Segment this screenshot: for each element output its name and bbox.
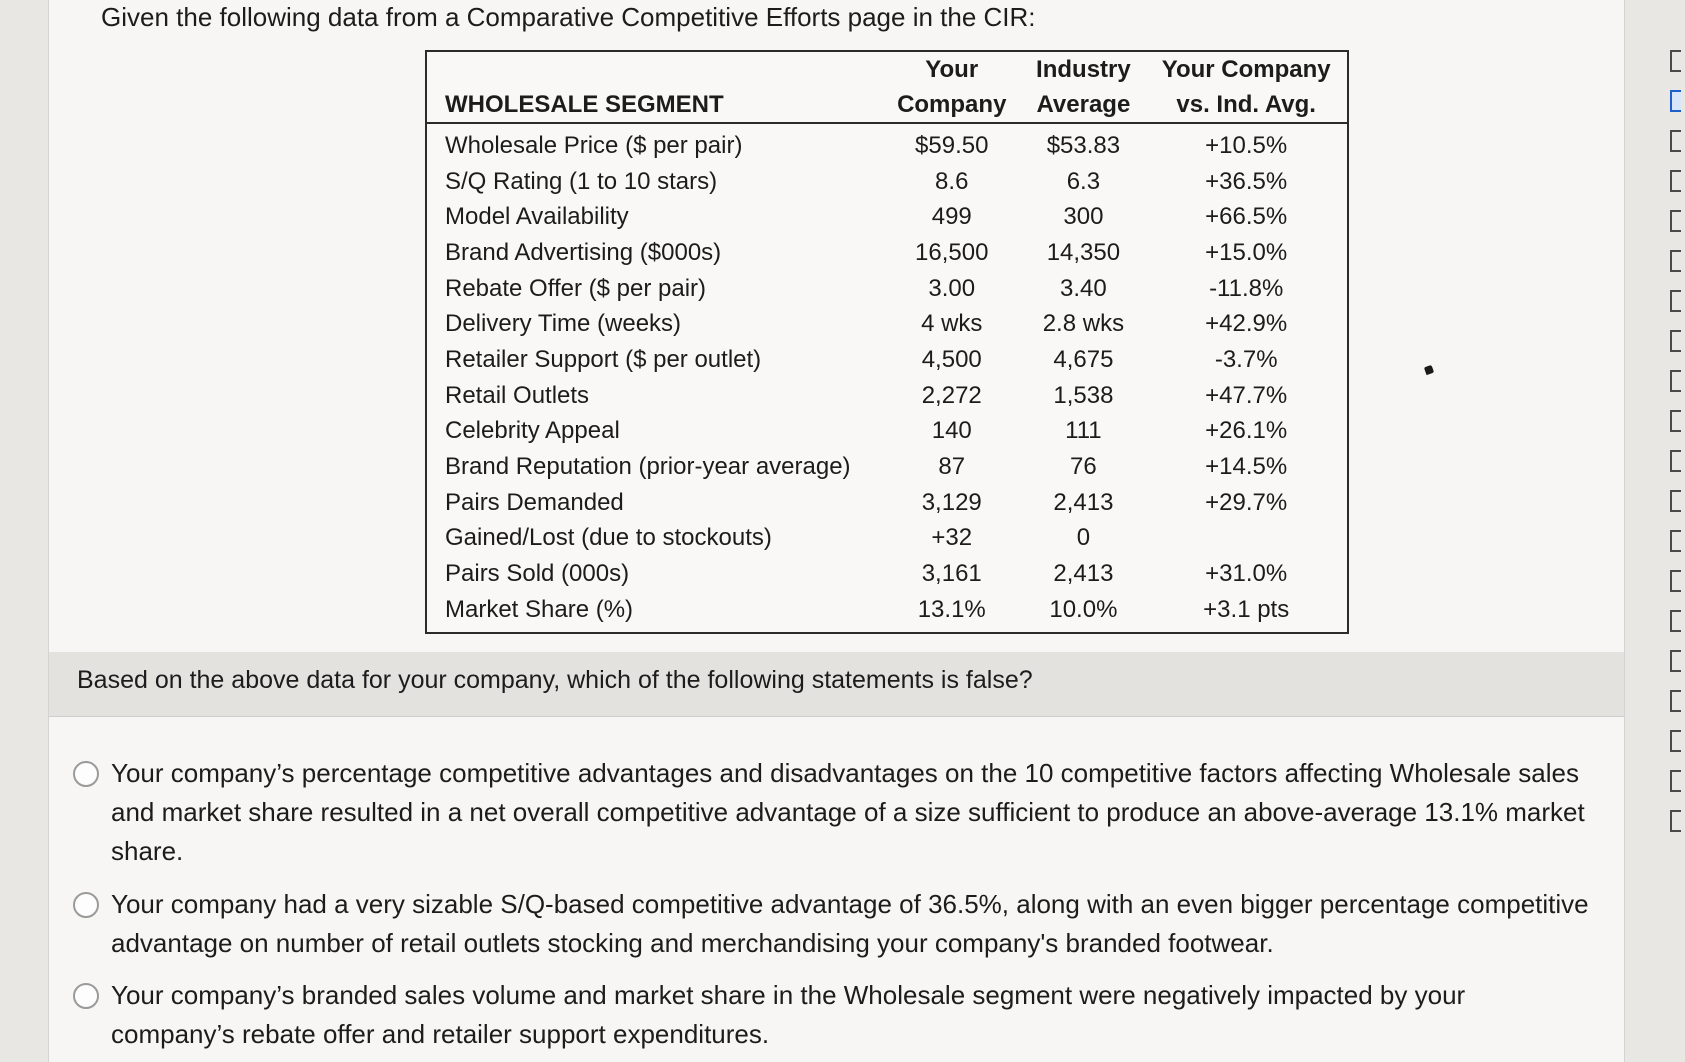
factor-cell: Rebate Offer ($ per pair) <box>445 274 707 302</box>
factor-cell: Brand Reputation (prior-year average) <box>445 453 851 481</box>
vs-average-cell: -11.8% <box>1209 274 1284 302</box>
side-nav-tick[interactable] <box>1670 530 1681 552</box>
answer-option-text: Your company’s branded sales volume and market share in the Wholesale segment were negatively impacted by your company’s rebate offer and retailer support expenditures. <box>111 980 1466 1049</box>
your-company-cell: 8.6 <box>935 167 969 195</box>
your-company-cell: 3,161 <box>921 560 982 588</box>
side-nav-tick[interactable] <box>1670 730 1681 752</box>
vs-average-cell <box>1145 521 1348 557</box>
vs-average-cell: +47.7% <box>1205 381 1288 409</box>
table-row <box>426 123 1348 164</box>
factor-cell: Pairs Sold (000s) <box>445 560 630 588</box>
your-company-cell: +32 <box>931 524 973 552</box>
table-row <box>426 164 1348 200</box>
header-industry-average: Industry Average <box>1021 51 1145 123</box>
factor-cell: Wholesale Price ($ per pair) <box>445 131 743 159</box>
side-nav-tick[interactable] <box>1670 770 1681 792</box>
table-row <box>426 592 1348 633</box>
vs-average-cell: +15.0% <box>1205 238 1288 266</box>
your-company-cell: 2,272 <box>921 381 982 409</box>
table-row <box>426 449 1348 485</box>
table-header-row <box>426 51 1348 123</box>
table-row <box>426 306 1348 342</box>
table-row <box>426 342 1348 378</box>
side-nav-tick[interactable] <box>1670 690 1681 712</box>
vs-average-cell: +36.5% <box>1205 167 1288 195</box>
side-nav-tick-active[interactable] <box>1670 90 1681 112</box>
industry-average-cell: 111 <box>1065 417 1102 445</box>
factor-cell: Model Availability <box>445 203 629 231</box>
vs-average-cell: -3.7% <box>1214 345 1278 373</box>
industry-average-cell: 0 <box>1076 524 1091 552</box>
side-nav-tick[interactable] <box>1670 490 1681 512</box>
answer-option-2[interactable] <box>73 888 1593 963</box>
your-company-cell: 3.00 <box>928 274 976 302</box>
side-nav-tick[interactable] <box>1670 450 1681 472</box>
industry-average-cell: 3.40 <box>1060 274 1107 302</box>
table-row <box>426 556 1348 592</box>
vs-average-cell: +14.5% <box>1205 453 1288 481</box>
answer-option-1[interactable] <box>73 757 1593 871</box>
side-nav-tick[interactable] <box>1670 610 1681 632</box>
question-page <box>48 0 1625 1062</box>
table-row <box>426 378 1348 414</box>
vs-average-cell: +66.5% <box>1205 203 1288 231</box>
industry-average-cell: 2,413 <box>1053 488 1114 516</box>
industry-average-cell: 2.8 wks <box>1042 310 1125 338</box>
table-row <box>426 271 1348 307</box>
your-company-cell: $59.50 <box>915 131 989 159</box>
side-nav-tick[interactable] <box>1670 370 1681 392</box>
vs-average-cell: +10.5% <box>1205 131 1288 159</box>
factor-cell: Gained/Lost (due to stockouts) <box>445 524 772 552</box>
answer-option-text: Your company’s percentage competitive advantages and disadvantages on the 10 competitive factors affecting Wholesale sales and market share resulted in a net overall competitive advantage of a size sufficient to produce an above-average 13.1% market share. <box>111 758 1585 866</box>
side-nav-tick[interactable] <box>1670 330 1681 352</box>
factor-cell: Market Share (%) <box>445 595 634 623</box>
side-nav-tick[interactable] <box>1670 50 1681 72</box>
table-row <box>426 235 1348 271</box>
your-company-cell: 4,500 <box>921 345 982 373</box>
side-nav-tick[interactable] <box>1670 570 1681 592</box>
industry-average-cell: 10.0% <box>1049 595 1118 623</box>
question-text: Based on the above data for your company, which of the following statements is false? <box>77 666 1033 694</box>
cir-comparison-table <box>425 50 1349 634</box>
factor-cell: Delivery Time (weeks) <box>445 310 682 338</box>
industry-average-cell: 2,413 <box>1053 560 1114 588</box>
your-company-cell: 3,129 <box>921 488 982 516</box>
factor-cell: Celebrity Appeal <box>445 417 620 445</box>
side-nav-tick[interactable] <box>1670 210 1681 232</box>
factor-cell: Pairs Demanded <box>445 488 624 516</box>
your-company-cell: 4 wks <box>921 310 983 338</box>
side-nav-tick[interactable] <box>1670 250 1681 272</box>
side-nav-tick[interactable] <box>1670 410 1681 432</box>
your-company-cell: 87 <box>938 453 966 481</box>
factor-cell: Retail Outlets <box>445 381 590 409</box>
your-company-cell: 13.1% <box>917 595 986 623</box>
answer-option-text: Your company had a very sizable S/Q-based competitive advantage of 36.5%, along with an even bigger percentage competitive advantage on number of retail outlets stocking and merchandising your company's branded footwear. <box>111 889 1589 958</box>
table-row <box>426 414 1348 450</box>
factor-cell: Retailer Support ($ per outlet) <box>445 345 762 373</box>
radio-button-icon[interactable] <box>73 761 99 787</box>
radio-button-icon[interactable] <box>73 983 99 1009</box>
vs-average-cell: +31.0% <box>1205 560 1288 588</box>
factor-cell: Brand Advertising ($000s) <box>445 238 722 266</box>
your-company-cell: 499 <box>931 203 972 231</box>
vs-average-cell: +29.7% <box>1205 488 1288 516</box>
side-nav-tick[interactable] <box>1670 170 1681 192</box>
your-company-cell: 140 <box>931 417 972 445</box>
industry-average-cell: 6.3 <box>1066 167 1101 195</box>
header-your-company: Your Company <box>882 51 1021 123</box>
table-row <box>426 521 1348 557</box>
factor-cell: S/Q Rating (1 to 10 stars) <box>445 167 718 195</box>
header-segment: WHOLESALE SEGMENT <box>426 51 882 123</box>
industry-average-cell: 300 <box>1063 203 1104 231</box>
industry-average-cell: 14,350 <box>1046 238 1121 266</box>
your-company-cell: 16,500 <box>915 238 989 266</box>
question-band <box>49 652 1624 717</box>
table-row <box>426 485 1348 521</box>
industry-average-cell: 4,675 <box>1053 345 1114 373</box>
side-nav-tick[interactable] <box>1670 290 1681 312</box>
industry-average-cell: $53.83 <box>1046 131 1121 159</box>
industry-average-cell: 76 <box>1070 453 1097 481</box>
answer-option-3[interactable] <box>73 979 1593 1054</box>
radio-button-icon[interactable] <box>73 892 99 918</box>
vs-average-cell: +3.1 pts <box>1203 595 1290 623</box>
side-navigation-strip <box>1670 40 1685 860</box>
header-vs-average: Your Company vs. Ind. Avg. <box>1145 51 1348 123</box>
vs-average-cell: +26.1% <box>1205 417 1288 445</box>
intro-text: Given the following data from a Comparative Competitive Efforts page in the CIR: <box>101 2 1036 32</box>
side-nav-tick[interactable] <box>1670 130 1681 152</box>
side-nav-tick[interactable] <box>1670 650 1681 672</box>
industry-average-cell: 1,538 <box>1053 381 1114 409</box>
vs-average-cell: +42.9% <box>1205 310 1288 338</box>
table-row <box>426 199 1348 235</box>
side-nav-tick[interactable] <box>1670 810 1681 832</box>
